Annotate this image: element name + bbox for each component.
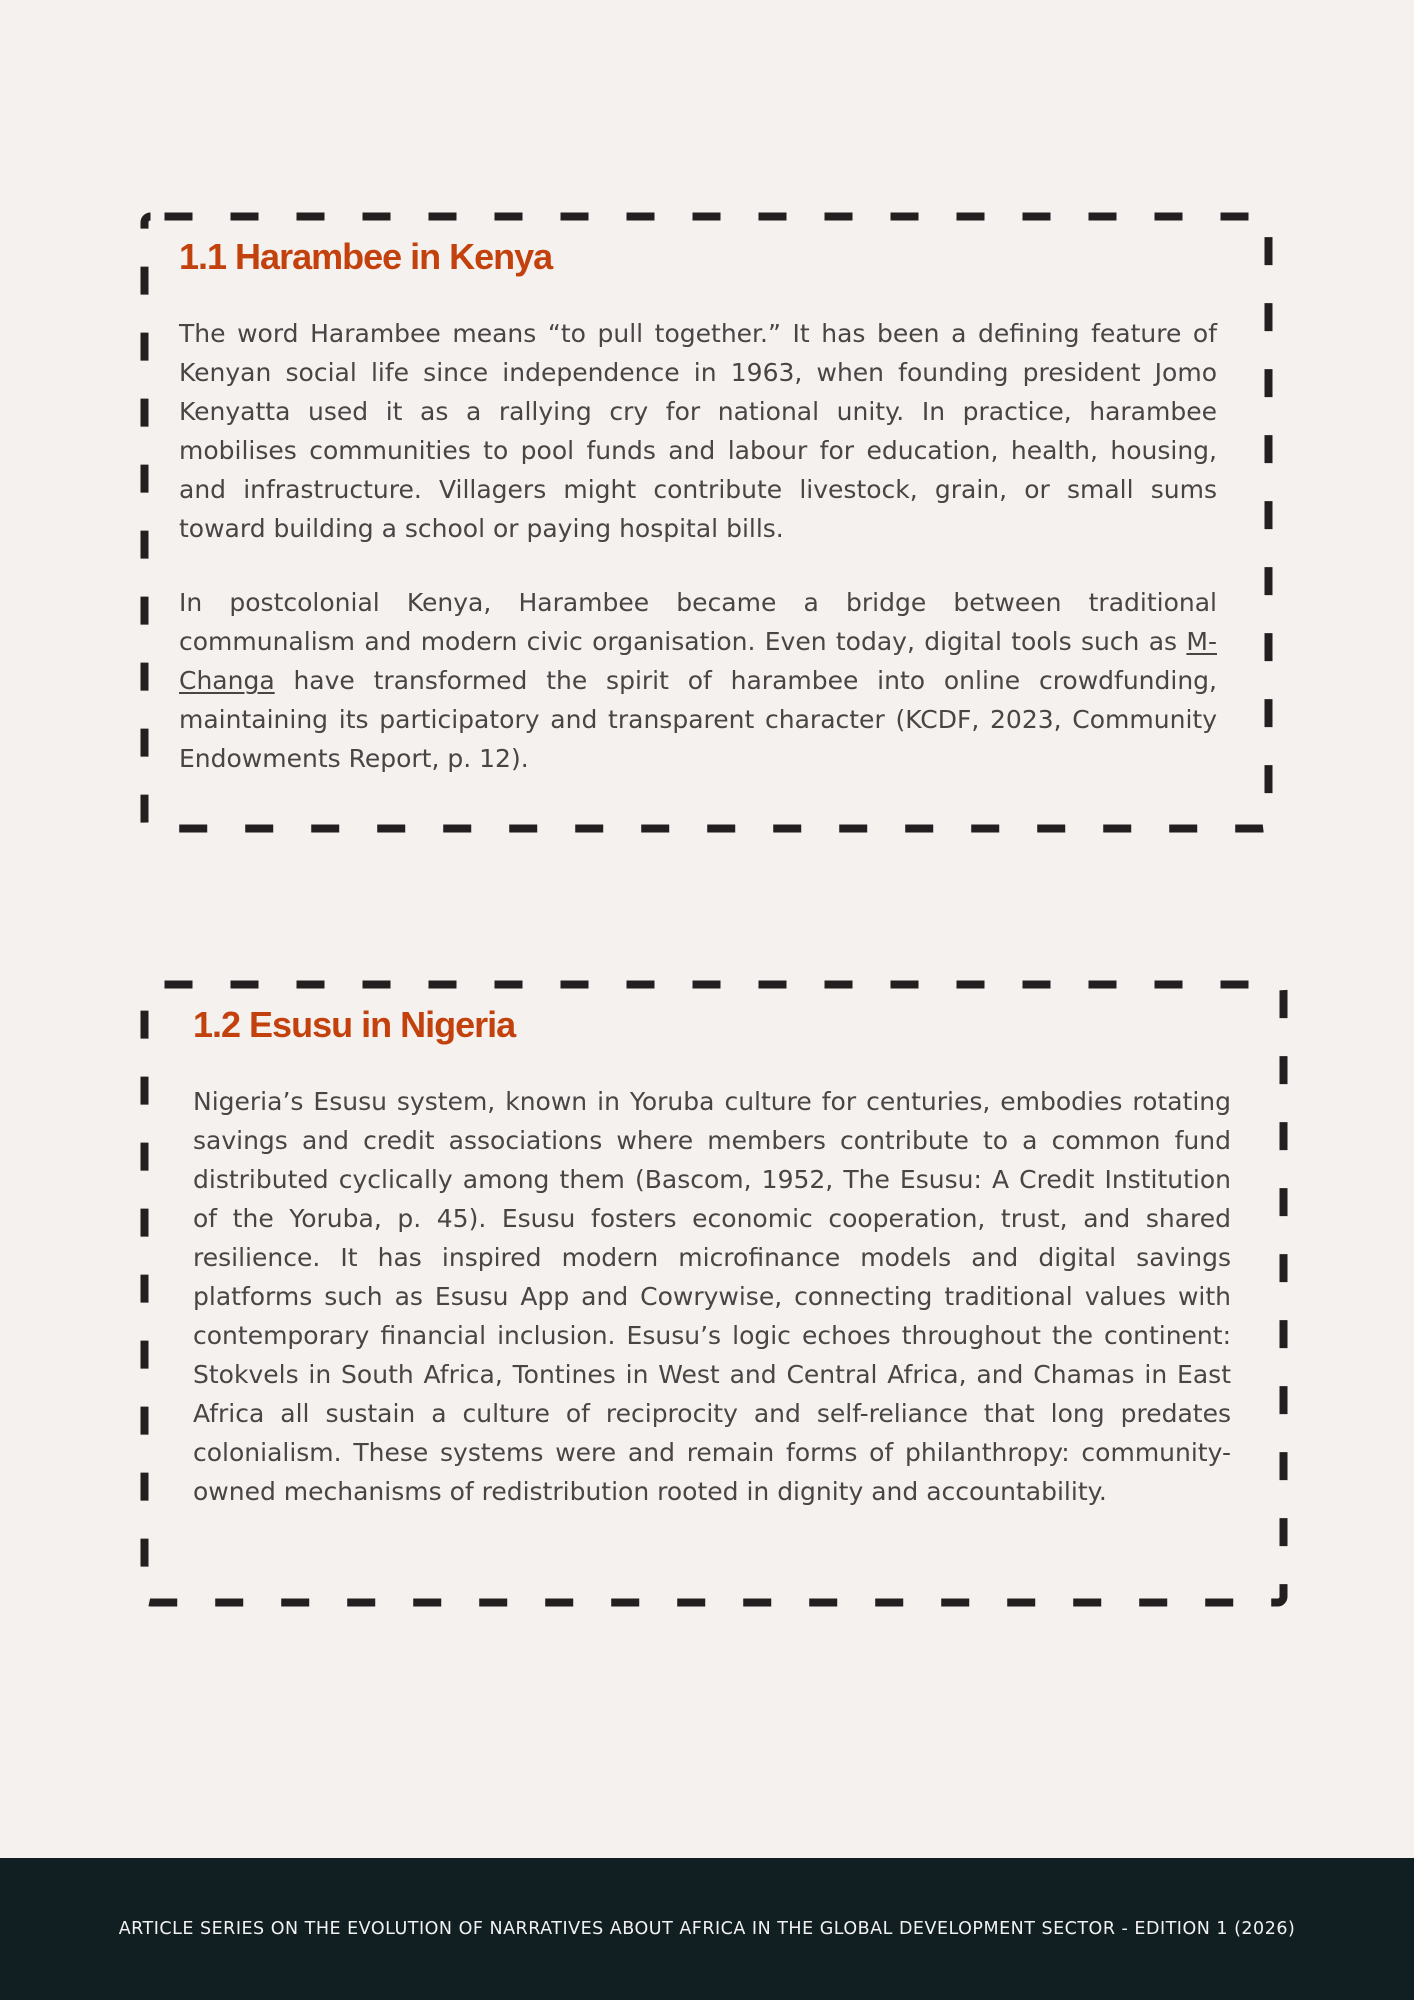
body-paragraph: Nigeria’s Esusu system, known in Yoruba culture for centuries, embodies rotating savings and credit associations where members contribute to a common fund distributed cyclically among them (Bascom, 1952, The Esusu: A Credit Institution of the Yoruba, p. 45). Esusu fosters economic cooperation, trust, and shared resilience. It has inspired modern microfinance models and digital savings platforms such as Esusu App and Cowrywise, connecting traditional values with contemporary financial inclusion. Esusu’s logic echoes throughout the continent: Stokvels in South Africa, Tontines in West and Central Africa, and Chamas in East Africa all sustain a culture of reciprocity and self-reliance that long predates colonialism. These systems were and remain forms of philanthropy: community-owned mechanisms of redistribution rooted in dignity and accountability. xyxy=(193,1087,1231,1506)
body-paragraph xyxy=(179,583,1217,778)
section-heading: 1.2 Esusu in Nigeria xyxy=(193,1004,516,1045)
esusu-section xyxy=(142,982,1286,1605)
section-heading: 1.1 Harambee in Kenya xyxy=(179,236,553,277)
paragraph-text: In postcolonial Kenya, Harambee became a bridge between traditional communalism and modern civic organisation. Even today, digital tools such as xyxy=(179,588,1217,656)
body-paragraph: The word Harambee means “to pull together.” It has been a defining feature of Kenyan social life since independence in 1963, when founding president Jomo Kenyatta used it as a rallying cry for national unity. In practice, harambee mobilises communities to pool funds and labour for education, health, housing, and infrastructure. Villagers might contribute livestock, grain, or small sums toward building a school or paying hospital bills. xyxy=(179,319,1217,543)
section-content xyxy=(193,1002,1231,1511)
harambee-section xyxy=(142,214,1271,831)
paragraph-text: have transformed the spirit of harambee into online crowdfunding, maintaining its participatory and transparent character (KCDF, 2023, Community Endowments Report, p. 12). xyxy=(179,666,1217,773)
m-changa-link[interactable]: M-Changa xyxy=(179,627,1217,695)
page-footer xyxy=(0,1858,1414,2000)
footer-text: ARTICLE SERIES ON THE EVOLUTION OF NARRATIVES ABOUT AFRICA IN THE GLOBAL DEVELOPMENT SECTOR - EDITION 1 (2026) xyxy=(118,1919,1296,1939)
section-content xyxy=(179,234,1217,778)
